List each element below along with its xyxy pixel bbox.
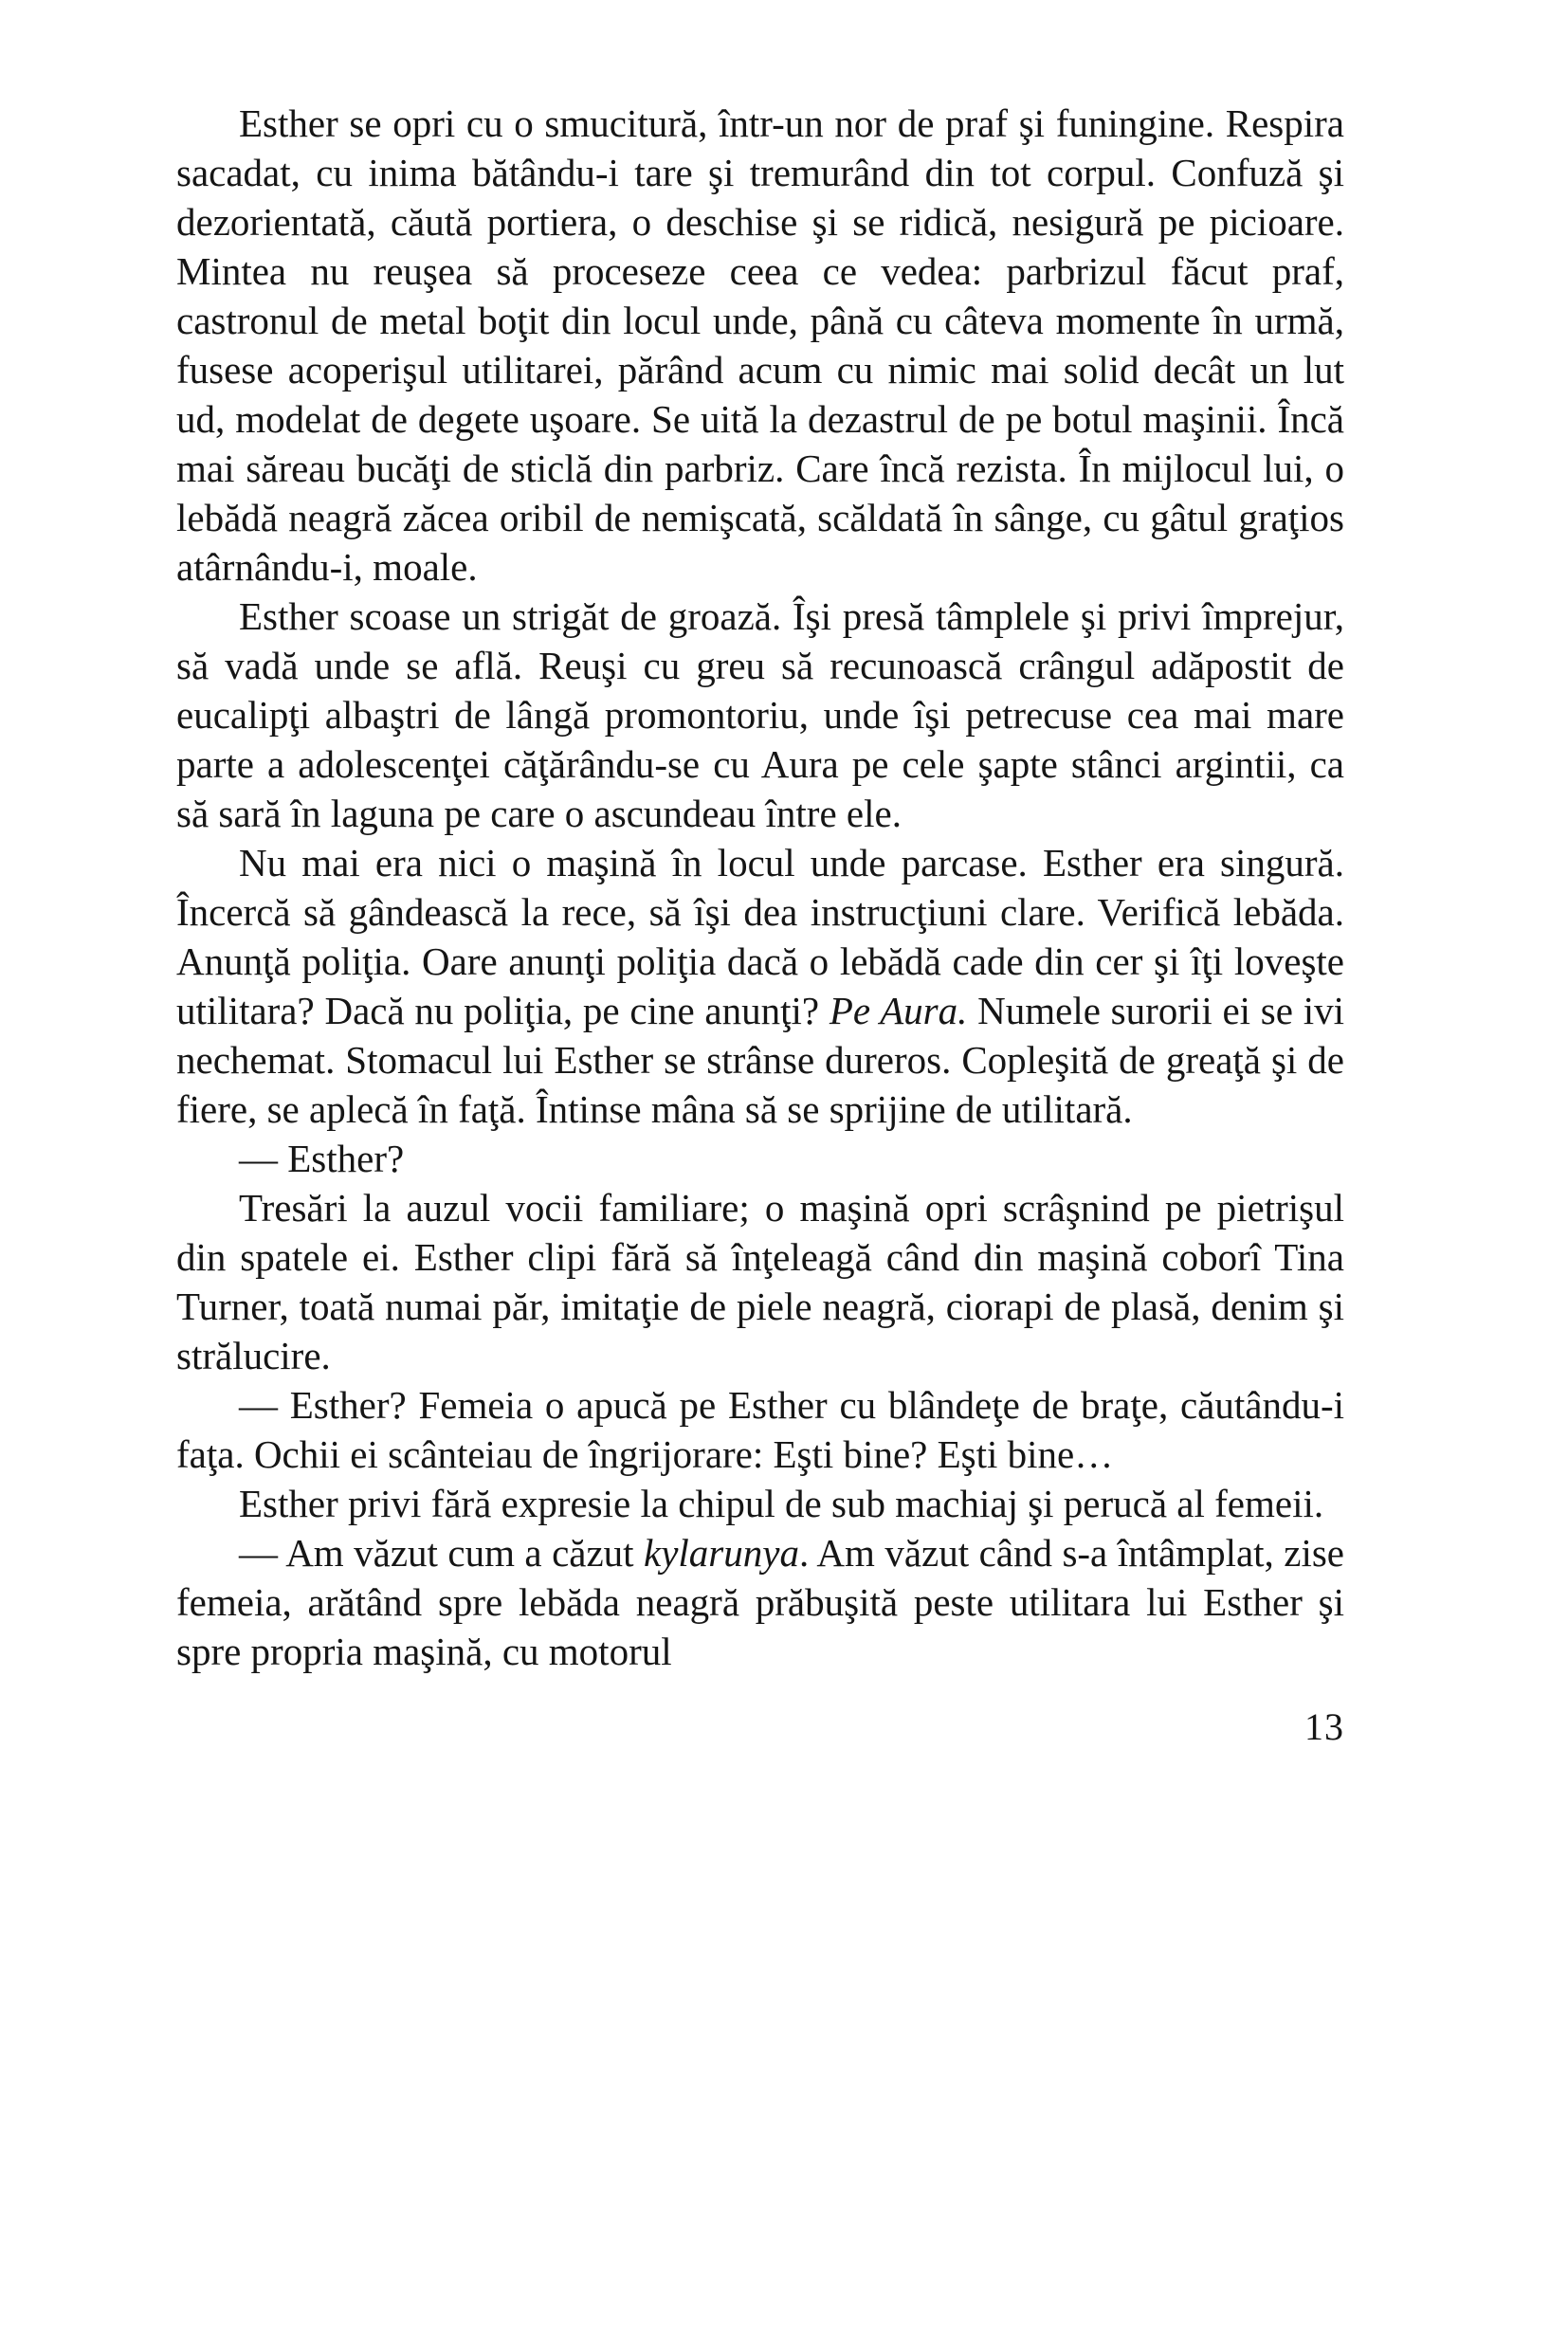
text-segment: Esther se opri cu o smucitură, într-un nor de praf şi funingine. Respira sacadat, cu inima bătându-i tare şi tremurând din tot corpul. Confuză şi dezorientată, căută portiera, o deschise şi se ridică, nesigură pe picioare. Mintea nu reuşea să proceseze ceea ce vedea: parbrizul făcut praf, castronul de metal boţit din locul unde, până cu câteva momente în urmă, fusese acoperişul utilitarei, părând acum cu nimic mai solid decât un lut ud, modelat de degete uşoare. Se uită la dezastrul de pe botul maşinii. Încă mai săreau bucăţi de sticlă din parbriz. Care încă rezista. În mijlocul lui, o lebădă neagră zăcea oribil de nemişcată, scăldată în sânge, cu gâtul graţios atârnându-i, moale. (176, 101, 1344, 589)
paragraph-dialogue (176, 1380, 1344, 1479)
text-segment: Nu mai era nici o maşină în locul unde parcase. Esther era singură. Încercă să gândească la rece, să îşi dea instrucţiuni clare. Verifică lebăda. Anunţă poliţia. Oare anunţi poliţia dacă o lebădă cade din cer şi îţi loveşte utilitara? Dacă nu poliţia, pe cine anunţi? (176, 841, 1344, 1032)
text-segment: Tresări la auzul vocii familiare; o maşină opri scrâşnind pe pietrişul din spatele ei. Esther clipi fără să înţeleagă când din maşină coborî Tina Turner, toată numai păr, imitaţie de piele neagră, ciorapi de plasă, denim şi strălucire. (176, 1186, 1344, 1377)
paragraph-dialogue (176, 1528, 1344, 1676)
page-number: 13 (1304, 1705, 1344, 1748)
paragraph (176, 838, 1344, 1134)
text-segment: Esther privi fără expresie la chipul de sub machiaj şi perucă al femeii. (239, 1482, 1324, 1525)
text-segment: — Esther? Femeia o apucă pe Esther cu blândeţe de braţe, căutându-i faţa. Ochii ei scânteiau de îngrijorare: Eşti bine? Eşti bine… (176, 1383, 1344, 1476)
page-text-block (176, 99, 1344, 1752)
paragraph (176, 1479, 1344, 1528)
text-segment: Numele surorii ei se ivi nechemat. Stomacul lui Esther se strânse dureros. Copleşită de greaţă şi de fiere, se aplecă în faţă. Întinse mâna să se sprijine de utilitară. (176, 989, 1344, 1131)
paragraph-dialogue (176, 1134, 1344, 1183)
text-segment: Esther scoase un strigăt de groază. Îşi presă tâmplele şi privi împrejur, să vadă unde se află. Reuşi cu greu să recunoască crângul adăpostit de eucalipţi albaştri de lângă promontoriu, unde îşi petrecuse cea mai mare parte a adolescenţei căţărându-se cu Aura pe cele şapte stânci argintii, ca să sară în laguna pe care o ascundeau între ele. (176, 594, 1344, 835)
paragraph (176, 1183, 1344, 1380)
text-segment: — Esther? (239, 1137, 405, 1180)
paragraph (176, 99, 1344, 592)
text-segment: — Am văzut cum a căzut (239, 1531, 645, 1575)
text-segment-italic: Pe Aura. (829, 989, 968, 1032)
text-segment-italic: kylarunya (644, 1531, 799, 1575)
text-segment: . Am văzut când s-a întâmplat, zise femeia, arătând spre lebăda neagră prăbuşită peste utilitara lui Esther şi spre propria maşină, cu motorul (176, 1531, 1344, 1673)
paragraph (176, 592, 1344, 838)
